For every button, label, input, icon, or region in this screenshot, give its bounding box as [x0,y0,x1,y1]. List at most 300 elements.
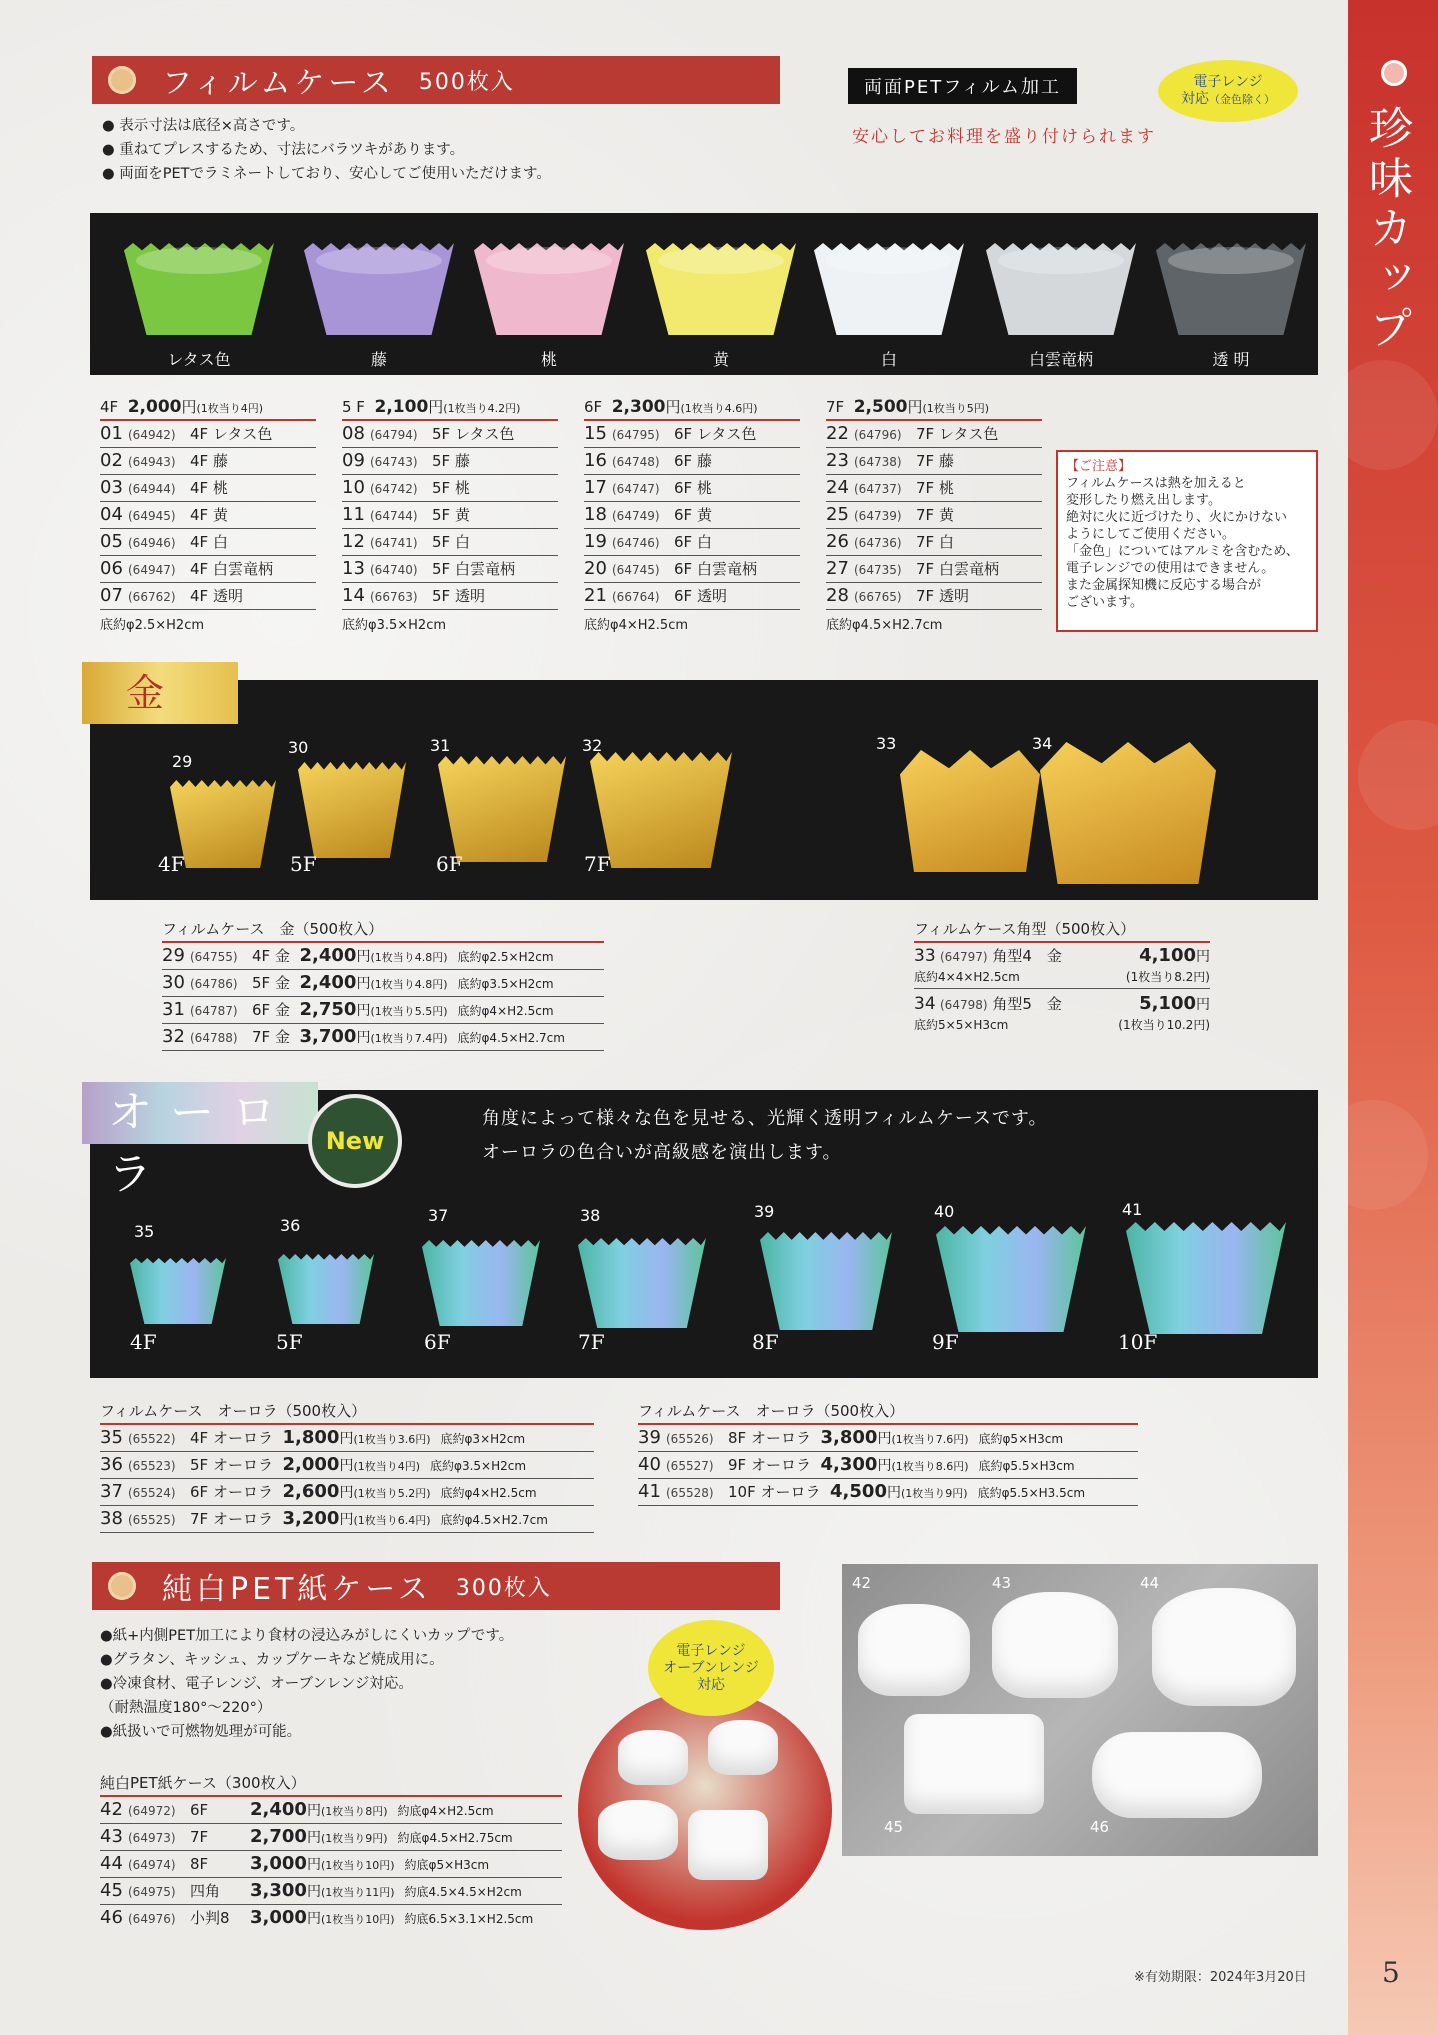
cup-image [124,243,274,335]
per-unit: (1枚当り10円) [320,1913,395,1926]
film-list-4f [100,396,316,633]
plum-icon [108,66,136,94]
white-count: 300枚入 [455,1575,552,1601]
list-title: フィルムケース角型（500枚入） [914,918,1210,943]
microwave-badge [1158,60,1298,122]
bullet-item: ●グラタン、キッシュ、カップケーキなど焼成用に。 [100,1652,444,1668]
cup-image [598,1800,678,1860]
oven-badge [648,1620,774,1716]
item-code: (64744) [370,509,418,523]
plum-blossom-icon [1381,60,1407,86]
dimension: 底約φ4.5×H2.7cm [457,1031,565,1045]
item-no: 27 [826,558,849,579]
per-unit: (1枚当り4.2円) [443,402,521,415]
per-unit: (1枚当り4.8円) [370,951,448,964]
dimension: 底約φ3.5×H2cm [342,618,447,633]
item-no: 24 [826,477,849,498]
list-item [584,448,800,475]
item-name: 7F 藤 [916,452,954,470]
list-item [584,475,800,502]
photo-number: 41 [1122,1200,1143,1219]
sidebar [1348,0,1438,2035]
list-item [342,556,558,583]
cup-image [298,762,406,858]
new-badge: New [312,1098,398,1184]
bullet-item: ● 両面をPETでラミネートしており、安心してご使用いただけます。 [102,162,551,186]
item-name: 小判8 [190,1909,230,1927]
film-color-photo [90,213,1318,375]
list-title: フィルムケース オーロラ（500枚入） [100,1400,594,1425]
item-code: (64788) [190,1031,238,1045]
yen: 円 [339,1485,354,1501]
caution-line: 「金色」についてはアルミを含むため、 [1066,544,1299,559]
cup-image [438,756,566,862]
item-no: 16 [584,450,607,471]
item-code: (66762) [128,590,176,604]
item-no: 28 [826,585,849,606]
item-name: 6F レタス色 [674,425,757,443]
bullet-item: ●紙扱いで可燃物処理が可能。 [100,1724,302,1740]
item-no: 01 [100,423,123,444]
cup-image [304,243,454,335]
item-name: 6F [190,1801,209,1819]
item-name: 7F オーロラ [190,1510,273,1528]
item-name: 7F 白雲竜柄 [916,560,999,578]
expiry-note: ※有効期限：2024年3月20日 [1134,1970,1307,1985]
caution-title: 【ご注意】 [1066,459,1132,474]
photo-number: 40 [934,1202,955,1221]
photo-number: 39 [754,1202,775,1221]
cup-image [708,1720,778,1775]
item-code: (64745) [612,563,660,577]
aurora-description [482,1102,1048,1170]
bullet-item: ● 重ねてプレスするため、寸法にバラツキがあります。 [102,138,551,162]
item-no: 26 [826,531,849,552]
cup-image [760,1232,892,1330]
film-section-header [92,56,780,104]
cup-image [936,1226,1086,1332]
caution-line: ございます。 [1066,595,1143,610]
item-name: 6F 白 [674,533,712,551]
list-title: 純白PET紙ケース（300枚入） [100,1772,562,1797]
item-name: 4F 黄 [190,506,228,524]
photo-number: 29 [172,752,193,771]
item-code: (65522) [128,1432,176,1446]
dimension: 約底φ5×H3cm [404,1858,490,1872]
item-name: 7F レタス色 [916,425,999,443]
item-name: 5F 金 [252,974,290,992]
cup-image [422,1240,540,1326]
white-list [100,1772,562,1932]
list-item [100,421,316,448]
item-code: (65526) [666,1432,714,1446]
cup-image [590,752,732,868]
photo-number: 44 [1140,1574,1160,1592]
size-label: 7F [578,1330,605,1354]
list-item [342,529,558,556]
item-name: 5F レタス色 [432,425,515,443]
item-no: 21 [584,585,607,606]
item-name: 5F 白雲竜柄 [432,560,515,578]
description-line: 角度によって様々な色を見せる、光輝く透明フィルムケースです。 [482,1108,1048,1129]
film-list-6f [584,396,800,633]
cup-image [986,243,1136,335]
per-unit: (1枚当り8.2円) [1125,970,1210,984]
price: 2,600 [282,1481,340,1502]
decor-circle [1328,360,1438,470]
badge-text: 電子レンジ [1193,74,1263,90]
list-item [584,556,800,583]
item-code: (64973) [128,1831,176,1845]
photo-number: 34 [1032,734,1053,753]
size-label: 5F [290,852,317,876]
photo-number: 35 [134,1222,155,1241]
decor-circle [1318,1100,1428,1210]
per-unit: (1枚当り11円) [320,1886,395,1899]
list-header [584,396,800,421]
item-no: 14 [342,585,365,606]
item-name: 四角 [190,1882,221,1900]
item-name: 5F 桃 [432,479,470,497]
caution-line: ようにしてご使用ください。 [1066,527,1236,542]
cup-image [1040,742,1216,884]
price: 2,100 [374,397,429,417]
item-code: (64794) [370,428,418,442]
list-item [100,502,316,529]
item-no: 42 [100,1799,123,1820]
price: 3,300 [250,1880,307,1901]
bullet-item: ●紙+内側PET加工により食材の浸込みがしにくいカップです。 [100,1628,514,1644]
price: 3,800 [820,1427,878,1448]
badge-text: 対応 [1181,91,1209,107]
item-code: (64798) [940,998,988,1012]
item-no: 08 [342,423,365,444]
photo-number: 30 [288,738,309,757]
list-item [100,1797,562,1824]
color-label: 桃 [540,350,557,369]
size-label: 7F [826,398,845,416]
per-unit: (1枚当り4.8円) [370,978,448,991]
item-no: 43 [100,1826,123,1847]
list-header [100,396,316,421]
item-no: 06 [100,558,123,579]
yen: 円 [1196,949,1210,965]
film-list-7f [826,396,1042,633]
item-code: (64747) [612,482,660,496]
yen: 円 [339,1458,354,1474]
item-code: (66763) [370,590,418,604]
film-count: 500枚入 [418,69,515,95]
gold-list [162,918,604,1051]
photo-number: 38 [580,1206,601,1225]
per-unit: (1枚当り7.6円) [891,1433,969,1446]
yen: 円 [306,1911,321,1927]
yen: 円 [907,398,923,416]
item-code: (64944) [128,482,176,496]
white-bullets [100,1624,513,1744]
per-unit: (1枚当り4円) [353,1460,421,1473]
plum-icon [108,1572,136,1600]
list-item [100,448,316,475]
item-code: (64947) [128,563,176,577]
size-label: 5 F [342,398,365,416]
per-unit: (1枚当り9円) [900,1487,968,1500]
item-name: 6F オーロラ [190,1483,273,1501]
item-name: 4F 藤 [190,452,228,470]
item-name: 8F オーロラ [728,1429,811,1447]
photo-number: 32 [582,736,603,755]
list-item [100,529,316,556]
yen: 円 [356,949,371,965]
item-code: (65528) [666,1486,714,1500]
per-unit: (1枚当り6.4円) [353,1514,431,1527]
list-item [100,1905,562,1932]
item-name: 9F オーロラ [728,1456,811,1474]
item-code: (64787) [190,1004,238,1018]
cup-image [646,243,796,335]
item-no: 36 [100,1454,123,1475]
list-item [100,1479,594,1506]
list-item [100,1506,594,1533]
item-name: 5F 藤 [432,452,470,470]
list-item [638,1479,1138,1506]
yen: 円 [665,398,681,416]
yen: 円 [339,1431,354,1447]
per-unit: (1枚当り5.5円) [370,1005,448,1018]
item-code: (64736) [854,536,902,550]
color-label: 白雲竜柄 [1028,350,1093,369]
cup-image [900,750,1040,872]
color-label: レタス色 [167,350,231,369]
item-code: (64739) [854,509,902,523]
price: 2,500 [853,397,908,417]
item-name: 5F 透明 [432,587,485,605]
item-name: 4F 金 [252,947,290,965]
dimension: 約底φ4.5×H2.75cm [397,1831,513,1845]
item-code: (64749) [612,509,660,523]
description-line: オーロラの色合いが高級感を演出します。 [482,1142,842,1163]
item-no: 10 [342,477,365,498]
item-code: (64974) [128,1858,176,1872]
caution-line: 絶対に火に近づけたり、火にかけない [1066,510,1288,525]
item-no: 31 [162,999,185,1020]
list-item [100,583,316,610]
cup-image [170,780,276,868]
per-unit: (1枚当り10.2円) [1118,1018,1210,1032]
dimension: 底約φ4.5×H2.7cm [826,618,943,633]
cup-image [578,1238,706,1328]
cup-image [904,1714,1044,1814]
item-no: 35 [100,1427,123,1448]
film-note: 安心してお料理を盛り付けられます [852,127,1156,147]
price: 2,750 [299,999,357,1020]
bullet-item: ●冷凍食材、電子レンジ、オーブンレンジ対応。 [100,1676,413,1692]
per-unit: (1枚当り5円) [922,402,990,415]
item-no: 29 [162,945,185,966]
size-label: 10F [1118,1330,1158,1354]
sidebar-title: 珍味カップ [1361,105,1412,355]
price: 3,700 [299,1026,357,1047]
size-label: 8F [752,1330,779,1354]
list-item [162,997,604,1024]
yen: 円 [877,1458,892,1474]
item-no: 05 [100,531,123,552]
dimension: 底約φ4.5×H2.7cm [440,1513,548,1527]
dimension: 底約φ4×H2.5cm [584,618,689,633]
yen: 円 [306,1884,321,1900]
yen: 円 [306,1857,321,1873]
item-code: (64943) [128,455,176,469]
yen: 円 [356,1030,371,1046]
item-no: 18 [584,504,607,525]
item-no: 11 [342,504,365,525]
film-title: フィルムケース [162,66,395,101]
item-code: (64743) [370,455,418,469]
item-code: (65525) [128,1513,176,1527]
photo-number: 36 [280,1216,301,1235]
item-code: (64972) [128,1804,176,1818]
item-name: 6F 黄 [674,506,712,524]
item-no: 07 [100,585,123,606]
item-no: 22 [826,423,849,444]
per-unit: (1枚当り3.6円) [353,1433,431,1446]
cup-image [1152,1588,1296,1706]
item-name: 7F 白 [916,533,954,551]
item-code: (64742) [370,482,418,496]
dimension: 底約φ5.5×H3cm [978,1459,1075,1473]
list-item [342,502,558,529]
yen: 円 [356,1003,371,1019]
list-item [826,502,1042,529]
dimension: 約底φ4×H2.5cm [397,1804,494,1818]
list-header [342,396,558,421]
size-label: 4F [100,398,119,416]
item-code: (64738) [854,455,902,469]
dimension: 底約5×5×H3cm [914,1018,1009,1032]
list-title: フィルムケース 金（500枚入） [162,918,604,943]
item-no: 09 [342,450,365,471]
item-no: 03 [100,477,123,498]
item-code: (64740) [370,563,418,577]
item-name: 4F 透明 [190,587,243,605]
item-no: 44 [100,1853,123,1874]
list-item [826,556,1042,583]
size-label: 7F [584,852,611,876]
item-code: (64755) [190,950,238,964]
item-no: 39 [638,1427,661,1448]
cup-image [1156,243,1306,335]
item-name: 10F オーロラ [728,1483,821,1501]
caution-line: また金属探知機に反応する場合が [1066,578,1262,593]
size-label: 9F [932,1330,959,1354]
size-label: 4F [130,1330,157,1354]
yen: 円 [877,1431,892,1447]
list-header [826,396,1042,421]
item-name: 4F 白雲竜柄 [190,560,273,578]
item-name: 6F 白雲竜柄 [674,560,757,578]
dimension: 底約φ3×H2cm [440,1432,526,1446]
list-item [342,421,558,448]
item-no: 17 [584,477,607,498]
per-unit: (1枚当り4.6円) [680,402,758,415]
list-title: フィルムケース オーロラ（500枚入） [638,1400,1138,1425]
cup-image [278,1254,374,1324]
price: 1,800 [282,1427,340,1448]
item-code: (64737) [854,482,902,496]
cup-image [858,1604,970,1696]
item-code: (64946) [128,536,176,550]
item-code: (64741) [370,536,418,550]
film-list-5f [342,396,558,633]
item-no: 41 [638,1481,661,1502]
price: 2,400 [299,972,357,993]
caution-line: 電子レンジでの使用はできません。 [1066,561,1275,576]
item-no: 02 [100,450,123,471]
item-code: (66764) [612,590,660,604]
price: 3,200 [282,1508,340,1529]
aurora-list-left [100,1400,594,1533]
list-item [100,1878,562,1905]
white-section-header [92,1562,780,1610]
badge-note: （金色除く） [1209,93,1275,106]
item-no: 15 [584,423,607,444]
list-item [100,1425,594,1452]
price: 2,400 [250,1799,307,1820]
yen: 円 [428,398,444,416]
badge-text: 電子レンジ [676,1642,746,1659]
price: 2,000 [282,1454,340,1475]
price: 2,000 [127,397,182,417]
item-code: (64942) [128,428,176,442]
item-no: 20 [584,558,607,579]
list-item [100,1824,562,1851]
list-item [826,475,1042,502]
list-item [826,529,1042,556]
badge-text: 対応 [697,1676,725,1693]
page-number: 5 [1382,1956,1400,1989]
price: 4,500 [830,1481,887,1502]
price: 3,000 [250,1853,307,1874]
list-item [100,1452,594,1479]
per-unit: (1枚当り10円) [320,1859,395,1872]
cup-image [1126,1222,1286,1334]
item-code: (64797) [940,950,988,964]
item-no: 33 [914,946,936,966]
item-code: (64945) [128,509,176,523]
list-item [162,1024,604,1051]
size-label: 6F [584,398,603,416]
size-label: 4F [158,852,185,876]
aurora-tag: オーロラ [82,1082,318,1144]
item-code: (64976) [128,1912,176,1926]
item-name: 7F 黄 [916,506,954,524]
item-code: (64786) [190,977,238,991]
item-no: 30 [162,972,185,993]
gold-photo [90,680,1318,900]
list-item [162,943,604,970]
list-item [826,421,1042,448]
price: 2,400 [299,945,357,966]
item-no: 23 [826,450,849,471]
item-no: 34 [914,994,936,1014]
list-item [342,448,558,475]
item-code: (64735) [854,563,902,577]
item-name: 6F 藤 [674,452,712,470]
yen: 円 [306,1803,321,1819]
cup-image [992,1592,1118,1698]
yen: 円 [886,1485,901,1501]
badge-text: オーブンレンジ [663,1659,759,1676]
